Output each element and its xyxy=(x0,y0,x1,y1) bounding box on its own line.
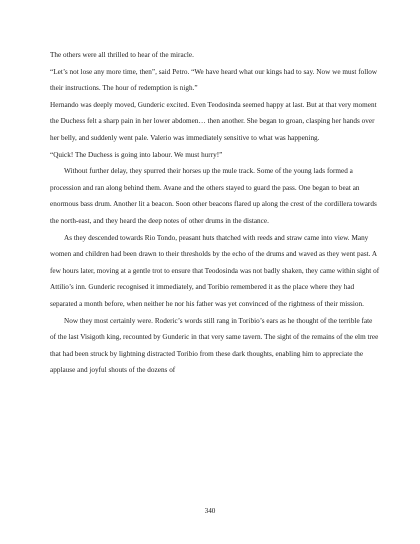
paragraph-6: As they descended towards Rio Tondo, peasant huts thatched with reeds and straw came into view. Many women and children had been drawn to their thresholds by the echo of the drums and waved as they went past. A few hours later, moving at a gentle trot to ensure that Teodosinda was not badly shaken, they came within sight of Attilio’s inn. Gunderic recognised it immediately, and Toribio remembered it as the place where they had separated a month before, when neither he nor his father was yet convinced of the rightness of their mission. xyxy=(50,233,380,308)
paragraph-2: “Let’s not lose any more time, then”, said Petro. “We have heard what our kings had to say. Now we must follow their instructions. The hour of redemption is nigh.” xyxy=(50,67,378,93)
body-text xyxy=(50,47,380,379)
paragraph-1: The others were all thrilled to hear of the miracle. xyxy=(50,51,194,59)
paragraph-3: Hernando was deeply moved, Gunderic excited. Even Teodosinda seemed happy at last. But at that very moment the Duchess felt a sharp pain in her lower abdomen… then another. She began to groan, clasping her hands over her belly, and suddenly went pale. Valerio was immediately sensitive to what was happening. xyxy=(50,100,377,142)
paragraph-5: Without further delay, they spurred their horses up the mule track. Some of the young lads formed a procession and ran along behind them. Avane and the others stayed to guard the pass. One began to beat an enormous bass drum. Another lit a beacon. Soon other beacons flared up along the crest of the cordillera towards the north-east, and they heard the deep notes of other drums in the distance. xyxy=(50,167,377,225)
paragraph-7: Now they most certainly were. Roderic’s words still rang in Toribio’s ears as he thought of the terrible fate of the last Visigoth king, recounted by Gunderic in that very same tavern. The sight of the remains of the elm tree that had been struck by lightning distracted Toribio from these dark thoughts, enabling him to appreciate the applause and joyful shouts of the dozens of xyxy=(50,316,379,375)
paragraph-4: “Quick! The Duchess is going into labour. We must hurry!” xyxy=(50,150,223,159)
page-number: 340 xyxy=(204,507,216,515)
